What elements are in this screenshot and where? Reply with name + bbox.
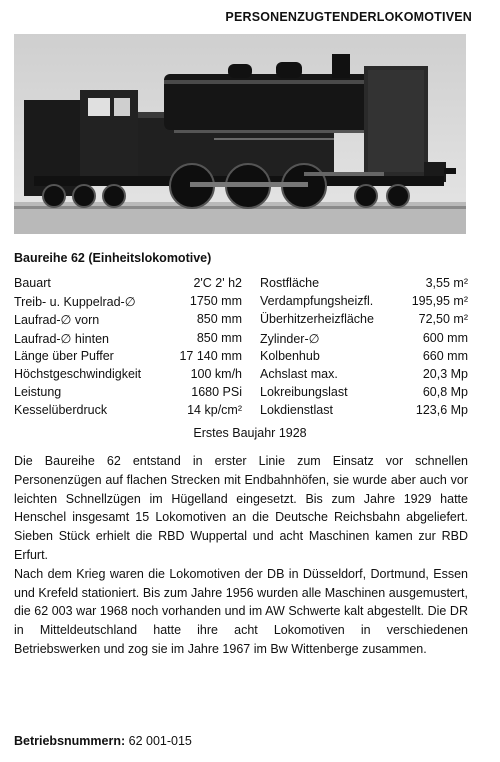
spec-label: Laufrad-∅ vorn (14, 313, 100, 328)
first-build-year: Erstes Baujahr 1928 (193, 426, 307, 440)
spec-label: Rostfläche (260, 276, 320, 290)
spec-value: 850 mm (196, 330, 242, 345)
spec-label: Achslast max. (260, 366, 338, 381)
description-paragraph: Nach dem Krieg waren die Lokomotiven der DB in Düsseldorf, Dortmund, Essen und Krefeld stationiert. Bis zum Jahre 1956 wurden alle Maschinen ausgemustert, die 62 003 war 1968 noch vorhanden und im AW Schwerte kalt abgestellt. Die DR in Mitteldeutschland hatte ihre acht Lokomotiven in verschiedenen Betriebswerken und zog sie im Jahre 1967 im Bw Wittenberge zusammen. (14, 566, 468, 656)
spec-row (14, 331, 468, 349)
spec-label: Kolbenhub (260, 348, 320, 363)
operating-numbers (14, 734, 192, 748)
spec-label: Bauart (14, 276, 51, 290)
description-text (14, 452, 468, 659)
spec-row (14, 367, 468, 385)
spec-value: 2'C 2' h2 (193, 276, 242, 290)
spec-row (14, 403, 468, 421)
spec-value: 100 km/h (190, 366, 242, 381)
spec-value: 1680 PSi (191, 385, 242, 400)
spec-value: 3,55 m² (425, 276, 468, 290)
spec-label: Überhitzerheizfläche (260, 312, 374, 327)
operating-numbers-value: 62 001-015 (128, 734, 192, 748)
spec-label: Lokreibungslast (260, 385, 348, 400)
spec-row (14, 312, 468, 330)
spec-value: 195,95 m² (411, 294, 468, 309)
description-paragraph: Die Baureihe 62 entstand in erster Linie zum Einsatz vor schnellen Personenzügen auf flachen Strecken mit Endbahnhöfen, sie wurde aber auch vor leichten Schnellzügen im Hügelland eingesetzt. Bis zum Jahre 1929 hatte Henschel insgesamt 15 Lokomotiven an die Deutsche Reichsbahn abgeliefert. Sieben Stück erhielt die RBD Wuppertal und acht Maschinen kamen zur RBD Erfurt. (14, 454, 468, 562)
spec-row (14, 276, 468, 294)
spec-value: 17 140 mm (179, 348, 242, 363)
spec-value: 20,3 Mp (422, 366, 468, 381)
spec-row (14, 294, 468, 312)
spec-value: 850 mm (196, 312, 242, 327)
spec-value: 60,8 Mp (422, 385, 468, 400)
spec-row (14, 349, 468, 367)
spec-label: Länge über Puffer (14, 348, 114, 363)
locomotive-photo (14, 34, 466, 234)
spec-label: Zylinder-∅ (260, 331, 320, 346)
spec-value: 72,50 m² (418, 312, 468, 327)
spec-value: 14 kp/cm² (187, 403, 242, 418)
spec-value: 600 mm (422, 330, 468, 345)
spec-label: Leistung (14, 385, 62, 400)
spec-label: Verdampfungsheizfl. (260, 294, 374, 309)
spec-label: Treib- u. Kuppelrad-∅ (14, 295, 136, 310)
spec-label: Höchstgeschwindigkeit (14, 366, 142, 381)
spec-value: 123,6 Mp (415, 403, 468, 418)
section-title: PERSONENZUGTENDERLOKOMOTIVEN (225, 10, 472, 24)
spec-label: Kesselüberdruck (14, 403, 108, 418)
spec-value: 1750 mm (189, 294, 242, 309)
spec-label: Lokdienstlast (260, 403, 333, 418)
class-title: Baureihe 62 (Einheitslokomotive) (14, 251, 212, 265)
spec-row (14, 385, 468, 403)
spec-label: Laufrad-∅ hinten (14, 331, 109, 346)
spec-table (14, 276, 468, 422)
operating-numbers-label: Betriebsnummern: (14, 734, 126, 748)
spec-value: 660 mm (422, 348, 468, 363)
